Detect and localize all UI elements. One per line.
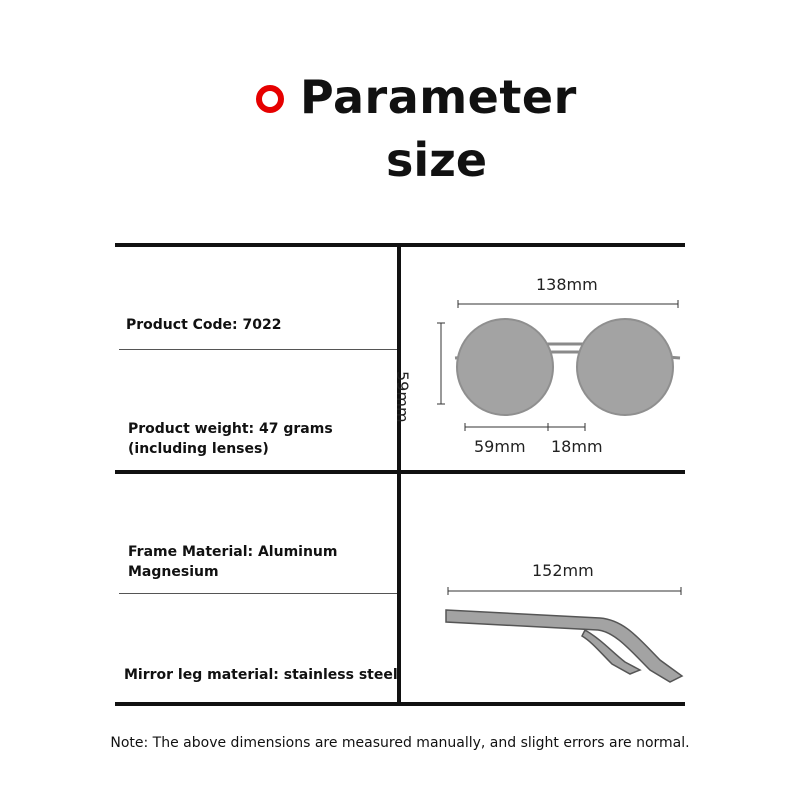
temple-length-label: 152mm (532, 561, 594, 580)
lens-height-label: 59mm (393, 371, 412, 423)
lens-height-dimension-line (437, 323, 445, 404)
lens-bridge-dimension-line (465, 423, 585, 431)
frame-material-label-cont: Magnesium (128, 564, 219, 580)
temple-arm (446, 610, 682, 682)
right-lens (577, 319, 673, 415)
lens-width-label: 59mm (474, 437, 526, 456)
page-subtitle: size (386, 133, 488, 187)
left-lens (457, 319, 553, 415)
product-weight-note: (including lenses) (128, 441, 269, 457)
bridge-width-label: 18mm (551, 437, 603, 456)
temple-length-dimension-line (448, 587, 681, 595)
frame-material-label: Frame Material: Aluminum (128, 544, 338, 560)
product-weight-label: Product weight: 47 grams (128, 421, 333, 437)
page-title: Parameter (300, 70, 577, 124)
total-width-label: 138mm (536, 275, 598, 294)
leg-material-label: Mirror leg material: stainless steel (124, 667, 398, 683)
footnote: Note: The above dimensions are measured manually, and slight errors are normal. (110, 735, 690, 751)
product-code-label: Product Code: 7022 (126, 317, 282, 333)
total-width-dimension-line (458, 300, 678, 308)
